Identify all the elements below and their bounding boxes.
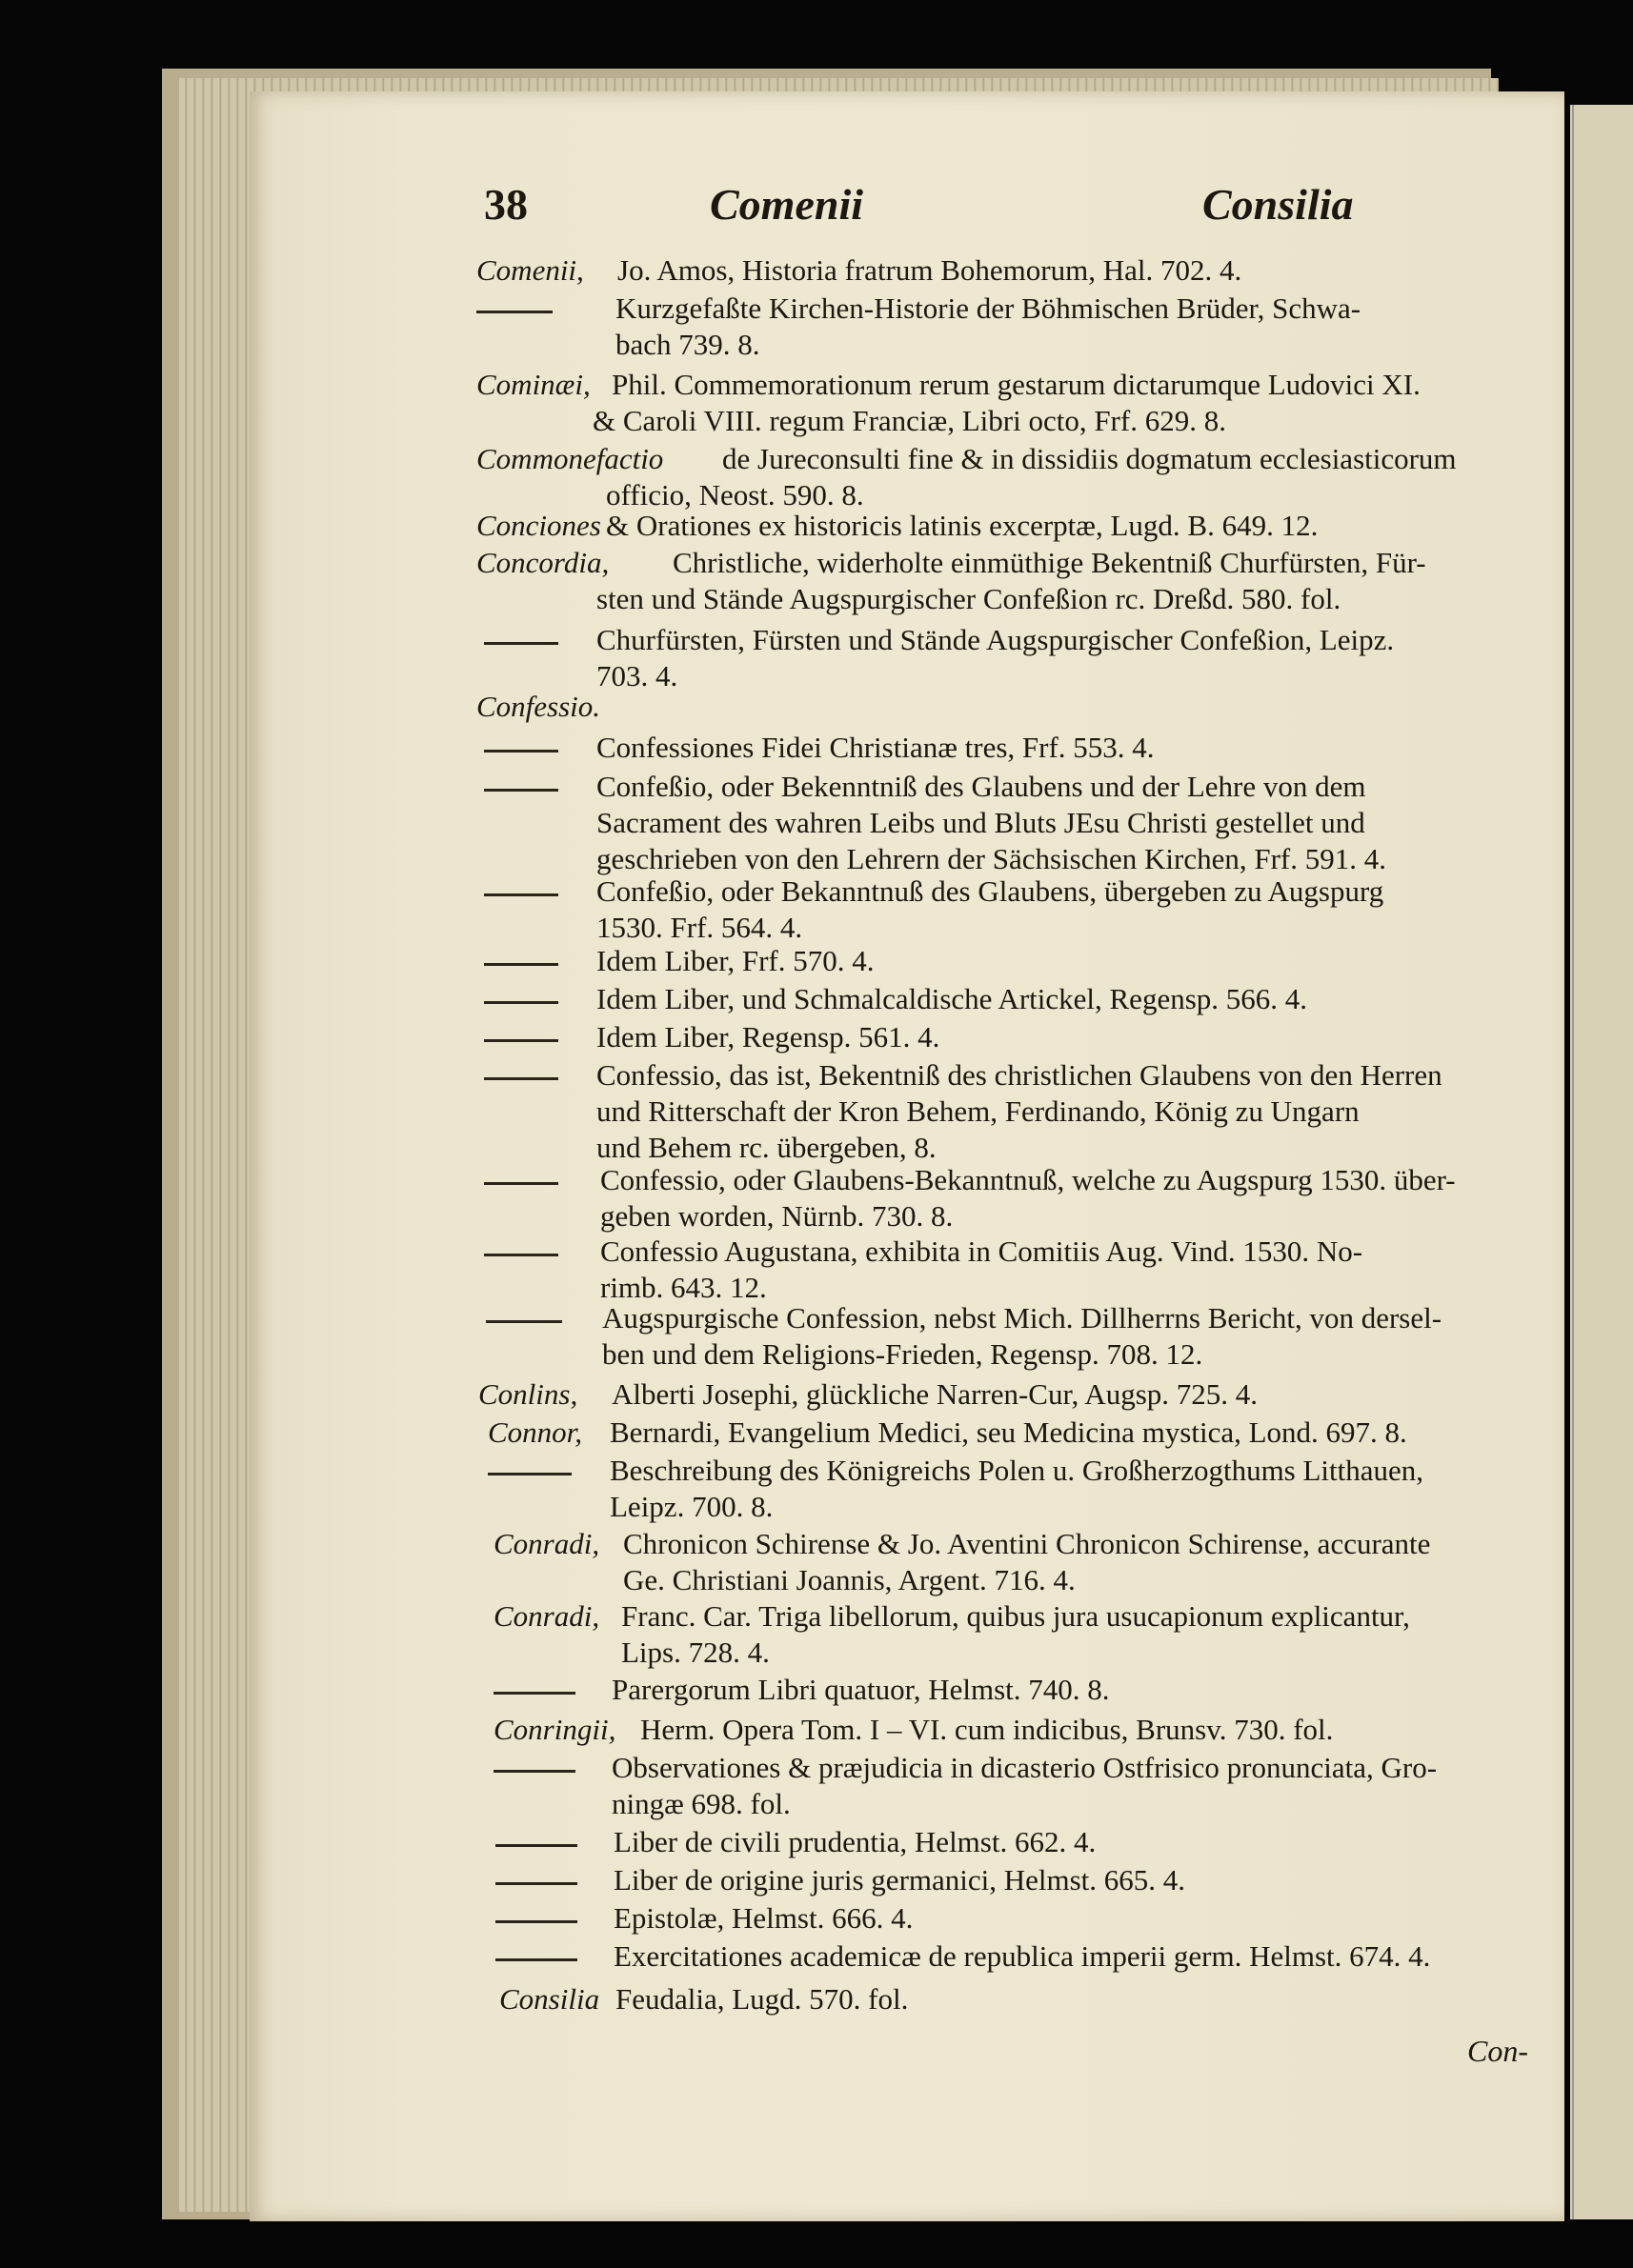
- entry-text-line: geben worden, Nürnb. 730. 8.: [600, 1199, 954, 1233]
- ditto-dash: [495, 1920, 577, 1923]
- entry-text-line: & Orationes ex historicis latinis excerptæ, Lugd. B. 649. 12.: [606, 509, 1319, 542]
- entry-text-line: sten und Stände Augspurgischer Confeßion rc. Dreßd. 580. fol.: [596, 582, 1341, 615]
- entry-text-line: Confeßio, oder Bekanntnuß des Glaubens, übergeben zu Augspurg: [596, 874, 1384, 908]
- ditto-dash: [495, 1844, 577, 1847]
- entry-text-line: Confessio, das ist, Bekentniß des christlichen Glaubens von den Herren: [596, 1058, 1442, 1092]
- entry-text-line: 1530. Frf. 564. 4.: [596, 911, 803, 944]
- entry-text-line: de Jureconsulti fine & in dissidiis dogmatum ecclesiasticorum: [722, 442, 1457, 475]
- entry-headword: Conciones: [476, 509, 601, 542]
- ditto-dash: [494, 1692, 575, 1695]
- entry-text-line: Ge. Christiani Joannis, Argent. 716. 4.: [623, 1563, 1076, 1596]
- entry-text-line: rimb. 643. 12.: [600, 1271, 767, 1304]
- entry-headword: Connor,: [488, 1415, 583, 1449]
- gutter-line: [1572, 105, 1574, 2219]
- entry-text-line: Confessiones Fidei Christianæ tres, Frf. 553. 4.: [596, 731, 1155, 764]
- ditto-dash: [484, 1039, 558, 1042]
- entry-text-line: Jo. Amos, Historia fratrum Bohemorum, Hal. 702. 4.: [617, 253, 1242, 287]
- running-head-left: Comenii: [710, 180, 864, 229]
- entry-headword: Conringii,: [494, 1713, 616, 1746]
- entry-headword: Conlins,: [478, 1377, 578, 1411]
- entry-text-line: Parergorum Libri quatuor, Helmst. 740. 8.: [612, 1673, 1110, 1706]
- entry-text-line: Idem Liber, Frf. 570. 4.: [596, 944, 875, 977]
- entry-headword: Cominæi,: [476, 368, 591, 401]
- facing-page-edge: [1570, 105, 1633, 2219]
- entry-headword: Conradi,: [494, 1599, 600, 1633]
- ditto-dash: [484, 893, 558, 896]
- ditto-dash: [484, 642, 558, 645]
- ditto-dash: [494, 1770, 575, 1773]
- running-head-right: Consilia: [1202, 180, 1354, 229]
- ditto-dash: [484, 1077, 558, 1080]
- entry-headword: Conradi,: [494, 1527, 600, 1560]
- ditto-dash: [484, 1254, 558, 1256]
- entry-headword: Commonefactio: [476, 442, 664, 475]
- entry-text-line: Kurzgefaßte Kirchen-Historie der Böhmischen Brüder, Schwa-: [615, 291, 1361, 325]
- entry-text-line: bach 739. 8.: [615, 328, 760, 361]
- entry-text-line: Liber de civili prudentia, Helmst. 662. 4.: [614, 1825, 1097, 1858]
- entry-text-line: Observationes & præjudicia in dicasterio Ostfrisico pronunciata, Gro-: [612, 1751, 1438, 1784]
- entry-text-line: Feudalia, Lugd. 570. fol.: [615, 1982, 909, 2016]
- entry-headword: Comenii,: [476, 253, 584, 287]
- ditto-dash: [486, 1320, 562, 1323]
- entry-text-line: Confessio, oder Glaubens-Bekanntnuß, welche zu Augspurg 1530. über-: [600, 1163, 1456, 1196]
- entry-text-line: officio, Neost. 590. 8.: [606, 478, 864, 512]
- entry-text-line: Christliche, widerholte einmüthige Bekentniß Churfürsten, Für-: [673, 546, 1426, 579]
- entry-text-line: ningæ 698. fol.: [612, 1787, 791, 1820]
- ditto-dash: [484, 1182, 558, 1185]
- entry-text-line: Augspurgische Confession, nebst Mich. Dillherrns Bericht, von dersel-: [602, 1301, 1442, 1335]
- entry-text-line: Sacrament des wahren Leibs und Bluts JEsu Christi gestellet und: [596, 806, 1365, 839]
- entry-text-line: Leipz. 700. 8.: [610, 1490, 774, 1523]
- ditto-dash: [488, 1473, 572, 1475]
- entry-text-line: und Ritterschaft der Kron Behem, Ferdinando, König zu Ungarn: [596, 1094, 1360, 1128]
- entry-text-line: Beschreibung des Königreichs Polen u. Großherzogthums Litthauen,: [610, 1454, 1424, 1487]
- catchword: Con-: [1467, 2034, 1528, 2068]
- entry-text-line: ben und dem Religions-Frieden, Regensp. 708. 12.: [602, 1337, 1203, 1371]
- entry-text-line: Epistolæ, Helmst. 666. 4.: [614, 1901, 914, 1935]
- ditto-dash: [495, 1882, 577, 1885]
- entry-text-line: Bernardi, Evangelium Medici, seu Medicina mystica, Lond. 697. 8.: [610, 1415, 1407, 1449]
- entry-text-line: Liber de origine juris germanici, Helmst. 665. 4.: [614, 1863, 1186, 1897]
- entry-text-line: Churfürsten, Fürsten und Stände Augspurgischer Confeßion, Leipz.: [596, 623, 1395, 656]
- entry-text-line: Confessio Augustana, exhibita in Comitiis Aug. Vind. 1530. No-: [600, 1234, 1363, 1268]
- entry-text-line: Exercitationes academicæ de republica imperii germ. Helmst. 674. 4.: [614, 1939, 1431, 1973]
- entry-headword: Confessio.: [476, 690, 601, 723]
- entry-text-line: Herm. Opera Tom. I – VI. cum indicibus, Brunsv. 730. fol.: [640, 1713, 1334, 1746]
- entry-headword: Concordia,: [476, 546, 610, 579]
- entry-text-line: Franc. Car. Triga libellorum, quibus jura usucapionum explicantur,: [621, 1599, 1410, 1633]
- entry-text-line: Idem Liber, und Schmalcaldische Artickel, Regensp. 566. 4.: [596, 982, 1308, 1015]
- ditto-dash: [484, 750, 558, 753]
- ditto-dash: [484, 963, 558, 966]
- ditto-dash: [476, 311, 553, 313]
- entry-text-line: Alberti Josephi, glückliche Narren-Cur, Augsp. 725. 4.: [612, 1377, 1259, 1411]
- entry-text-line: geschrieben von den Lehrern der Sächsischen Kirchen, Frf. 591. 4.: [596, 842, 1386, 875]
- entry-text-line: Chronicon Schirense & Jo. Aventini Chronicon Schirense, accurante: [623, 1527, 1431, 1560]
- ditto-dash: [484, 789, 558, 792]
- entry-text-line: & Caroli VIII. regum Franciæ, Libri octo, Frf. 629. 8.: [593, 404, 1226, 437]
- ditto-dash: [495, 1958, 577, 1961]
- ditto-dash: [484, 1001, 558, 1004]
- page-number: 38: [484, 180, 528, 229]
- entry-text-line: 703. 4.: [596, 659, 678, 692]
- entry-text-line: und Behem rc. übergeben, 8.: [596, 1131, 937, 1164]
- entry-text-line: Confeßio, oder Bekenntniß des Glaubens und der Lehre von dem: [596, 770, 1366, 803]
- entry-text-line: Lips. 728. 4.: [621, 1636, 770, 1669]
- entry-text-line: Idem Liber, Regensp. 561. 4.: [596, 1020, 940, 1054]
- entry-text-line: Phil. Commemorationum rerum gestarum dictarumque Ludovici XI.: [612, 368, 1421, 401]
- entry-headword: Consilia: [499, 1982, 600, 2016]
